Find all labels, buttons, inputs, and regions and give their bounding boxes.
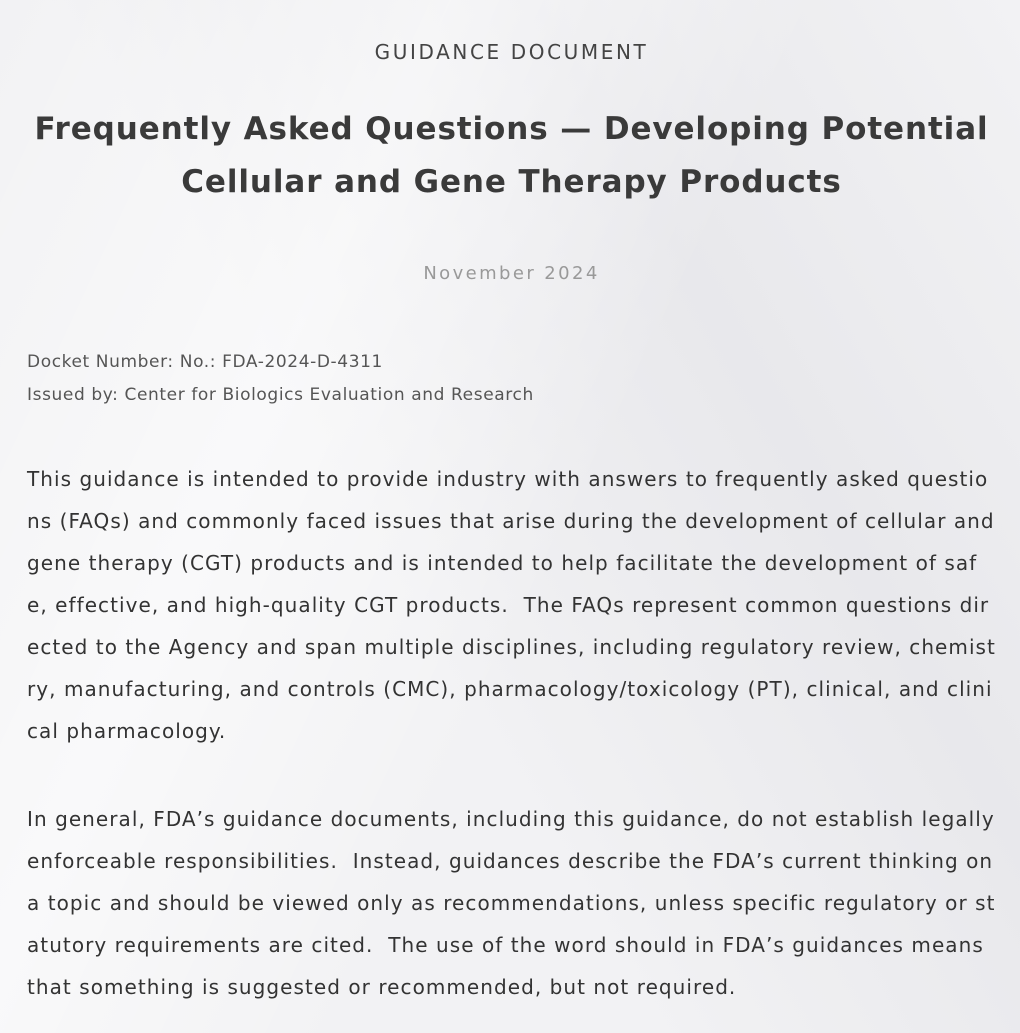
- issued-by-label: Issued by:: [27, 385, 119, 405]
- docket-number-label: Docket Number:: [27, 352, 174, 372]
- document-date: November 2024: [423, 263, 600, 284]
- document-metadata: [27, 346, 996, 412]
- issued-by: [27, 379, 996, 412]
- body-paragraph-legal: In general, FDA’s guidance documents, including this guidance, do not establish legally enforceable responsibilities. Instead, guidances describe the FDA’s current thinking on a topic and should be viewed only as recommendations, unless specific regulatory or statutory requirements are cited. The use of the word should in FDA’s guidances means that something is suggested or recommended, but not required.: [27, 807, 1003, 999]
- body-paragraph-intro: This guidance is intended to provide industry with answers to frequently asked questions (FAQs) and commonly faced issues that arise during the development of cellular and gene therapy (CGT) products and is intended to help facilitate the development of safe, effective, and high-quality CGT products. The FAQs represent common questions directed to the Agency and span multiple disciplines, including regulatory review, chemistry, manufacturing, and controls (CMC), pharmacology/toxicology (PT), clinical, and clinical pharmacology.: [27, 467, 1003, 743]
- docket-number: [27, 346, 996, 379]
- document-type-label: GUIDANCE DOCUMENT: [374, 40, 649, 64]
- issued-by-value: Center for Biologics Evaluation and Research: [124, 385, 534, 405]
- docket-number-value: No.: FDA-2024-D-4311: [179, 352, 383, 372]
- document-title: Frequently Asked Questions — Developing Potential Cellular and Gene Therapy Products: [34, 111, 989, 200]
